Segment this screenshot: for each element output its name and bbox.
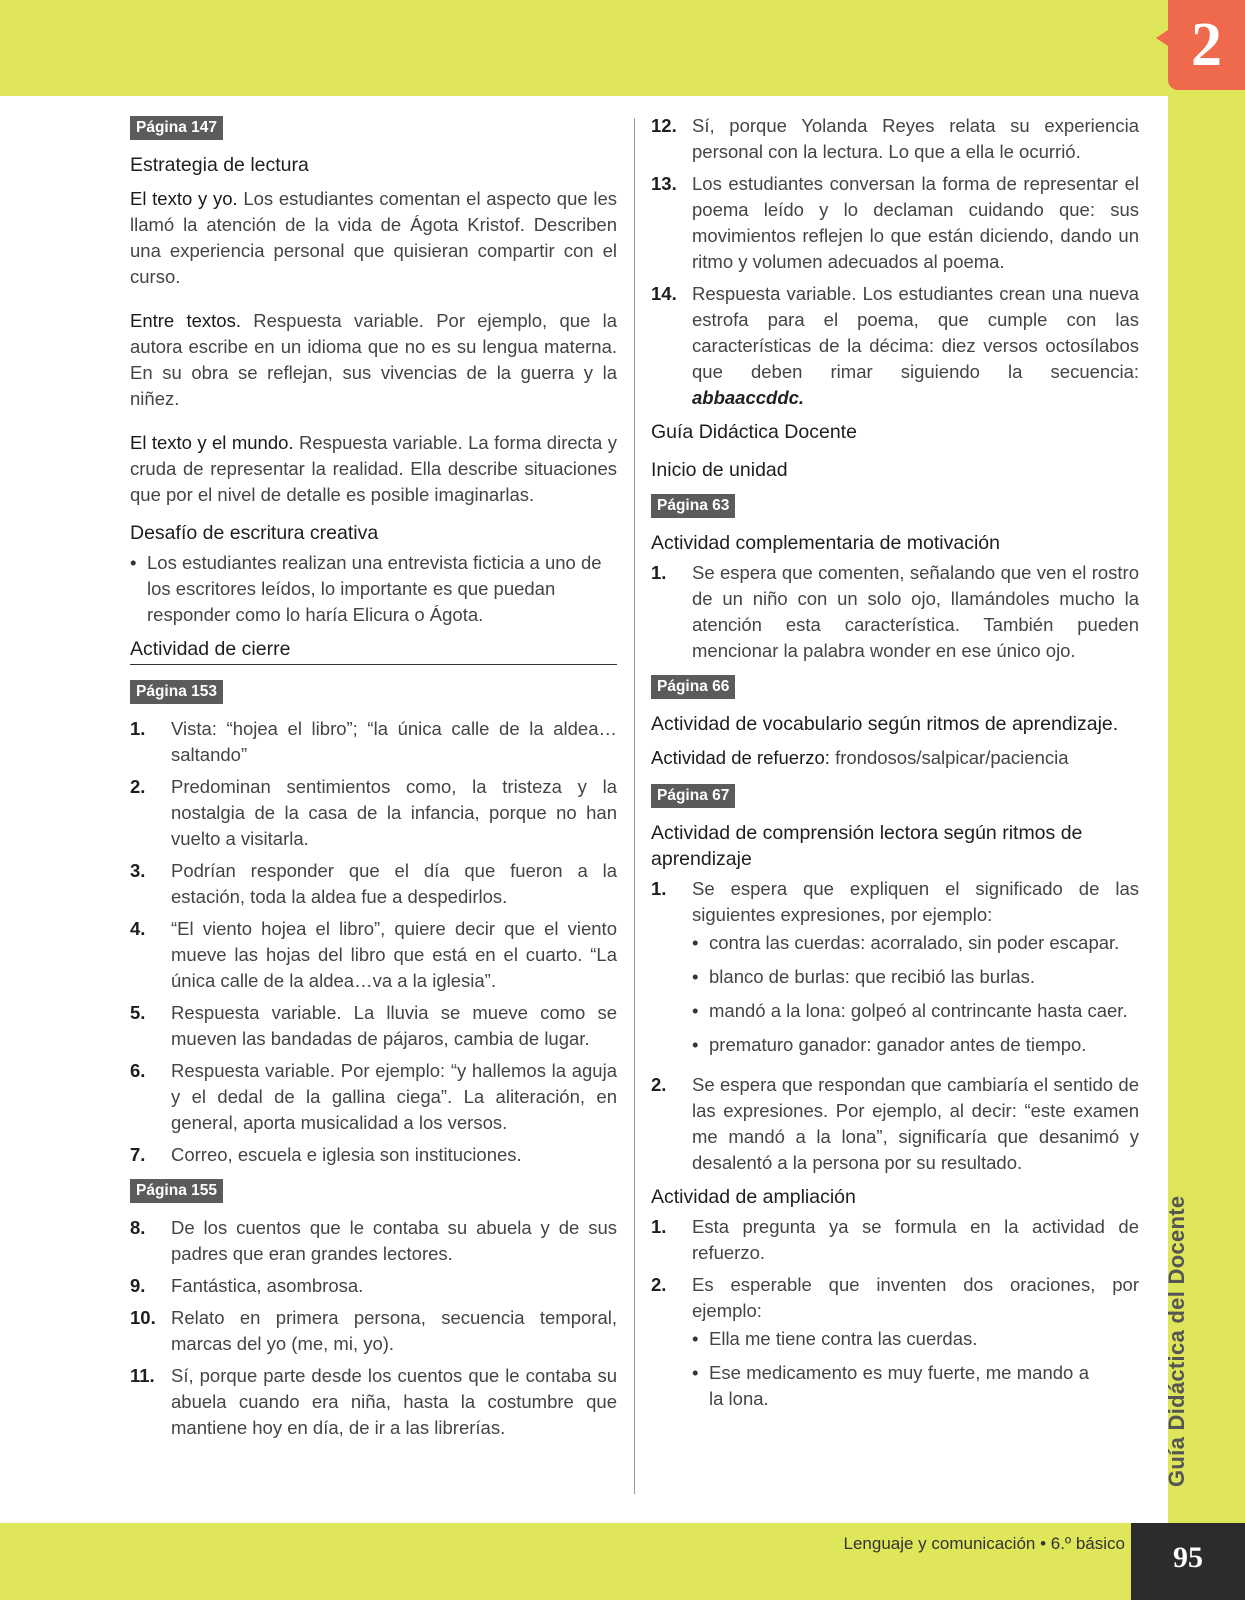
bullet-icon: • [692,1034,699,1055]
list-item [130,1215,617,1267]
list-item [692,1326,1139,1352]
ampliacion-list [651,1214,1139,1420]
items-155-list [130,1215,617,1441]
item-text: De los cuentos que le contaba su abuela y de sus padres que eran grandes lectores. [171,1217,617,1264]
item-number: 9. [130,1275,146,1296]
estrategia-heading: Estrategia de lectura [130,154,309,176]
item-text: Sí, porque parte desde los cuentos que le contaba su abuela cuando era niña, hasta la costumbre que mantiene hoy en día, de ir a las librerías. [171,1365,617,1438]
right-column [651,113,1139,1428]
bullet-text: blanco de burlas: que recibió las burlas. [709,966,1035,987]
unit-tab-notch [1156,30,1168,46]
list-item [651,171,1139,275]
bullet-icon: • [692,966,699,987]
list-item [692,1360,1139,1412]
bullet-icon: • [692,1362,699,1383]
top-color-band [0,0,1245,96]
item-text: Los estudiantes conversan la forma de representar el poema leído y lo declaman cuidando que: sus movimientos reflejen lo que están diciendo, dando un ritmo y volumen adecuados al poema. [692,173,1139,272]
bullet-text: Ella me tiene contra las cuerdas. [709,1328,978,1349]
bullet-text: Ese medicamento es muy fuerte, me mando a la lona. [709,1362,1089,1409]
item-number: 12. [651,115,677,136]
list-item [130,1363,617,1441]
footer-subject: Lenguaje y comunicación • 6.º básico [843,1534,1125,1553]
page-number: 95 [1131,1523,1245,1600]
item-number: 2. [651,1074,667,1095]
bullet-icon: • [130,552,137,573]
item-number: 7. [130,1144,146,1165]
item-number: 2. [651,1274,667,1295]
item-number: 5. [130,1002,146,1023]
item14-sequence: abbaaccddc. [692,387,805,408]
page-badge-155: Página 155 [130,1179,223,1203]
vocabulario-heading: Actividad de vocabulario según ritmos de aprendizaje. [651,713,1119,735]
list-item [130,1142,617,1168]
list-item [651,1214,1139,1266]
item-text: Relato en primera persona, secuencia temporal, marcas del yo (me, mi, yo). [171,1307,617,1354]
page-badge-67: Página 67 [651,784,735,808]
entre-textos-lead: Entre textos. [130,310,241,331]
item-number: 10. [130,1307,156,1328]
item-text: Predominan sentimientos como, la tristeza y la nostalgia de la casa de la infancia, porque no han vuelto a visitarla. [171,776,617,849]
items-153-list [130,716,617,1168]
page-badge-153: Página 153 [130,680,223,704]
item-text: Correo, escuela e iglesia son instituciones. [171,1144,522,1165]
item-number: 8. [130,1217,146,1238]
bullet-text: prematuro ganador: ganador antes de tiempo. [709,1034,1087,1055]
comprension-list [651,876,1139,1176]
refuerzo-paragraph [651,745,1139,771]
amp2-text: Es esperable que inventen dos oraciones, por ejemplo: [692,1274,1139,1321]
comprension-heading: Actividad de comprensión lectora según ritmos de aprendizaje [651,822,1083,870]
item-number: 13. [651,173,677,194]
item-number: 11. [130,1365,155,1386]
item-text: Se espera que respondan que cambiaría el sentido de las expresiones. Por ejemplo, al decir: “este examen me mandó a la lona”, significaría que desanimó y desalentó a la persona por su resultado. [692,1074,1139,1173]
texto-yo-paragraph [130,186,617,290]
page-badge-147: Página 147 [130,116,223,140]
bullet-icon: • [692,1328,699,1349]
list-item [692,930,1139,956]
item-text: Respuesta variable. Por ejemplo: “y hallemos la aguja y el dedal de la gallina ciega”. La aliteración, en general, aporta musicalidad a los versos. [171,1060,617,1133]
item-number: 4. [130,918,146,939]
list-item [130,1058,617,1136]
list-item [130,1305,617,1357]
list-item [651,281,1139,411]
guia-heading: Guía Didáctica Docente [651,421,857,443]
unit-number-tab: 2 [1168,0,1245,90]
list-item [692,1032,1139,1058]
list-item [130,716,617,768]
list-item [692,964,1139,990]
list-item [651,876,1139,1066]
item-text [692,1272,1139,1420]
refuerzo-lead: Actividad de refuerzo: [651,747,830,768]
bullet-icon: • [692,1000,699,1021]
left-column [130,113,617,1449]
item-text [692,876,1139,1066]
item-text: Vista: “hojea el libro”; “la única calle de la aldea… saltando” [171,718,617,765]
items-top-list [651,113,1139,411]
amp2-bullets [692,1326,1139,1412]
bullet-text: contra las cuerdas: acorralado, sin poder escapar. [709,932,1120,953]
item-text: Esta pregunta ya se formula en la actividad de refuerzo. [692,1216,1139,1263]
item-number: 1. [651,562,667,583]
list-item [651,113,1139,165]
list-item [651,560,1139,664]
cierre-heading: Actividad de cierre [130,636,617,665]
item-number: 14. [651,283,677,304]
texto-yo-lead: El texto y yo. [130,188,238,209]
item-text: Sí, porque Yolanda Reyes relata su experiencia personal con la lectura. Lo que a ella le ocurrió. [692,115,1139,162]
entre-textos-body: Respuesta variable. Por ejemplo, que la autora escribe en un idioma que no es su lengua materna. En su obra se reflejan, sus vivencias de la guerra y la niñez. [130,310,617,409]
comp1-bullets [692,930,1139,1058]
desafio-heading: Desafío de escritura creativa [130,522,379,544]
item-number: 2. [130,776,146,797]
texto-mundo-body: Respuesta variable. La forma directa y cruda de representar la realidad. Ella describe situaciones que por el nivel de detalle es posible imaginarlas. [130,432,617,505]
list-item [130,858,617,910]
item-text: “El viento hojea el libro”, quiere decir que el viento mueve las hojas del libro que está en el cuarto. “La única calle de la aldea…va a la iglesia”. [171,918,617,991]
bullet-text: mandó a la lona: golpeó al contrincante hasta caer. [709,1000,1128,1021]
item-number: 6. [130,1060,146,1081]
texto-mundo-lead: El texto y el mundo. [130,432,294,453]
list-item [130,550,617,628]
item-text: Se espera que comenten, señalando que ven el rostro de un niño con un solo ojo, llamándoles mucho la atención esta característica. También pueden mencionar la palabra wonder en ese único ojo. [692,562,1139,661]
refuerzo-body: frondosos/salpicar/paciencia [829,747,1069,768]
sidebar-title: Guía Didáctica del Docente [1164,1195,1189,1487]
desafio-bullet: Los estudiantes realizan una entrevista ficticia a uno de los escritores leídos, lo importante es que puedan responder como lo haría Elicura o Ágota. [147,552,602,625]
list-item [130,774,617,852]
item-number: 1. [651,878,667,899]
motivacion-heading: Actividad complementaria de motivación [651,532,1001,554]
list-item [651,1072,1139,1176]
texto-mundo-paragraph [130,430,617,508]
item-text [692,281,1139,411]
texto-yo-body: Los estudiantes comentan el aspecto que les llamó la atención de la vida de Ágota Kristof. Describen una experiencia personal que quisieran compartir con el curso. [130,188,618,287]
item-text: Respuesta variable. La lluvia se mueve como se mueven las bandadas de pájaros, cambia de lugar. [171,1002,617,1049]
list-item [130,916,617,994]
item-number: 3. [130,860,146,881]
page-badge-66: Página 66 [651,675,735,699]
list-item [130,1000,617,1052]
items-63-list [651,560,1139,664]
item-number: 1. [651,1216,667,1237]
item14-text: Respuesta variable. Los estudiantes crean una nueva estrofa para el poema, que cumple con las características de la décima: diez versos octosílabos que deben rimar siguiendo la secuencia: [692,283,1139,382]
list-item [651,1272,1139,1420]
column-divider [634,118,635,1494]
item-number: 1. [130,718,146,739]
comp1-text: Se espera que expliquen el significado de las siguientes expresiones, por ejemplo: [692,878,1139,925]
list-item [130,1273,617,1299]
item-text: Podrían responder que el día que fueron a la estación, toda la aldea fue a despedirlos. [171,860,617,907]
bullet-icon: • [692,932,699,953]
entre-textos-paragraph [130,308,617,412]
item-text: Fantástica, asombrosa. [171,1275,364,1296]
ampliacion-heading: Actividad de ampliación [651,1186,856,1208]
list-item [692,998,1139,1024]
page-badge-63: Página 63 [651,494,735,518]
desafio-list [130,550,617,628]
inicio-heading: Inicio de unidad [651,459,788,481]
